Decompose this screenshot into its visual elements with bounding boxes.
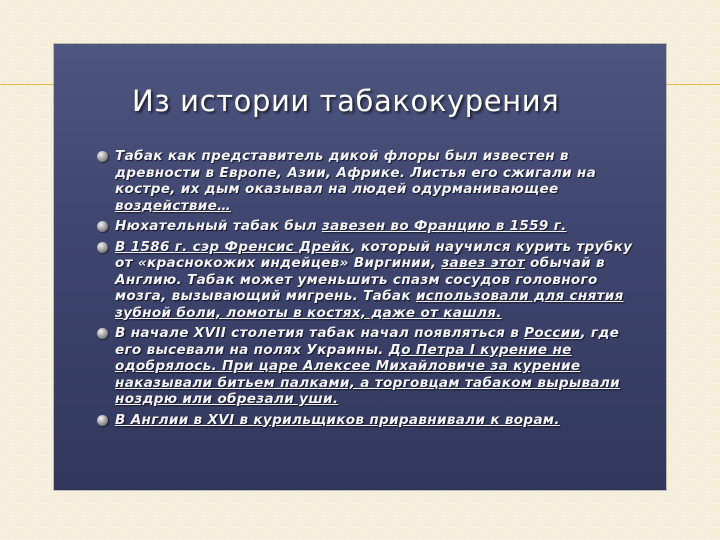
bullet-text: Нюхательный табак был: [115, 218, 322, 234]
bullet-item: [97, 218, 645, 235]
underlined-text: воздействие…: [115, 197, 232, 214]
underlined-text: России: [524, 325, 581, 341]
underlined-text: В Англии в XVI в курильщиков приравнивали к ворам.: [115, 411, 560, 428]
bullet-text: , где его высевали на полях Украины.: [115, 325, 620, 358]
underlined-text: В 1586 г. сэр Френсис Дрейк: [115, 238, 351, 255]
bullet-item: [97, 239, 645, 322]
bullet-text: Табак как представитель дикой флоры был известен в древности в Европе, Азии, Африке. Листья его сжигали на костре, их дым оказывал на людей одурманивающее: [115, 148, 597, 197]
underlined-text: использовали для снятия зубной боли, ломоты в костях, даже от кашля.: [115, 288, 624, 321]
slide-title: Из истории табакокурения: [132, 84, 560, 118]
sphere-bullet-icon: [97, 151, 108, 162]
bullet-item: [97, 325, 645, 408]
bullet-text: В начале XVII столетия табак начал появляться в: [115, 325, 525, 341]
bullet-item: [97, 412, 645, 429]
underlined-text: завезен во Францию в 1559 г.: [321, 218, 567, 234]
bullet-item: [97, 148, 645, 214]
sphere-bullet-icon: [97, 328, 108, 339]
slide-panel: [54, 44, 666, 490]
sphere-bullet-icon: [97, 242, 108, 253]
underlined-text: завез этот: [441, 255, 525, 271]
sphere-bullet-icon: [97, 221, 108, 232]
bullet-text: обычай в Англию. Табак может уменьшить спазм сосудов головного мозга, вызывающий мигрень. Табак: [115, 255, 605, 304]
bullet-text: , который научился курить трубку от «краснокожих индейцев» Виргинии,: [115, 238, 633, 271]
bullet-list: [97, 148, 645, 432]
underlined-text: До Петра I курение не одобрялось. При царе Алексее Михайловиче за курение наказывали битьем палками, а торговцам табаком вырывали ноздрю или обрезали уши.: [115, 341, 620, 407]
sphere-bullet-icon: [97, 415, 108, 426]
